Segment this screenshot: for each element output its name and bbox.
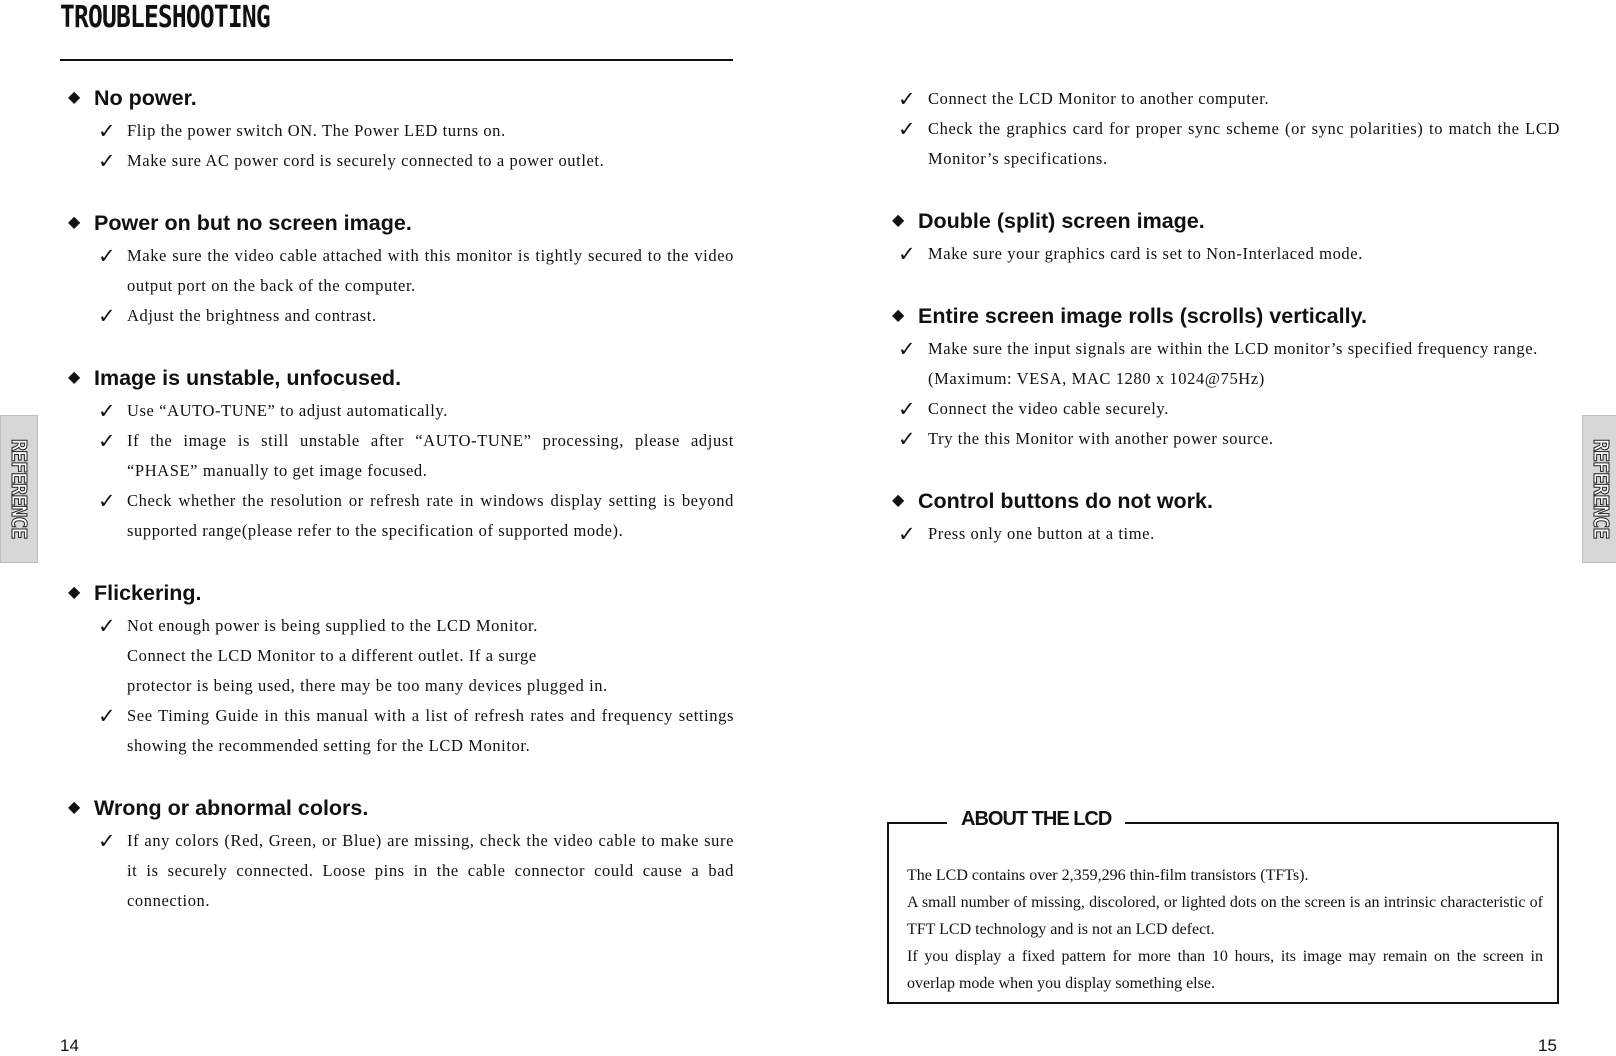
checkmark-icon: ✓ (98, 149, 117, 173)
check-item (68, 301, 734, 331)
trouble-section (68, 364, 734, 546)
trouble-section (68, 794, 734, 916)
about-lcd-line: A small number of missing, discolored, or lighted dots on the screen is an intrinsic characteristic of TFT LCD technology and is not an LCD defect. (907, 894, 1543, 938)
check-item (892, 84, 1560, 114)
section-heading (68, 209, 734, 237)
side-tab-right-label: REFERENCE (1589, 439, 1613, 539)
checkmark-icon: ✓ (898, 427, 917, 451)
section-heading-text: Control buttons do not work. (918, 489, 1213, 513)
item-text: Not enough power is being supplied to the LCD Monitor. (127, 616, 538, 635)
checkmark-icon: ✓ (898, 87, 917, 111)
item-text: Make sure the input signals are within the LCD monitor’s specified frequency range. (928, 339, 1538, 358)
side-tab-right (1582, 415, 1616, 563)
diamond-bullet-icon: ◆ (68, 214, 81, 231)
checkmark-icon: ✓ (98, 614, 117, 638)
section-heading-text: Wrong or abnormal colors. (94, 796, 369, 820)
diamond-bullet-icon: ◆ (892, 307, 905, 324)
trouble-section (892, 487, 1560, 549)
check-item (68, 701, 734, 761)
item-text: protector is being used, there may be too many devices plugged in. (127, 676, 608, 695)
item-text: Connect the LCD Monitor to another computer. (928, 89, 1270, 108)
section-heading-text: Image is unstable, unfocused. (94, 366, 402, 390)
diamond-bullet-icon: ◆ (68, 584, 81, 601)
checkmark-icon: ✓ (98, 829, 117, 853)
right-intro-items (892, 84, 1560, 174)
checkmark-icon: ✓ (98, 304, 117, 328)
check-item (68, 116, 734, 146)
about-lcd-line: The LCD contains over 2,359,296 thin-film transistors (TFTs). (907, 867, 1309, 884)
diamond-bullet-icon: ◆ (68, 89, 81, 106)
check-item (892, 239, 1560, 269)
item-text: Press only one button at a time. (928, 524, 1155, 543)
item-text: Flip the power switch ON. The Power LED turns on. (127, 121, 506, 140)
about-lcd-line: If you display a fixed pattern for more than 10 hours, its image may remain on the screen in overlap mode when you display something else. (907, 948, 1543, 992)
page-number-left: 14 (60, 1036, 79, 1055)
section-heading (892, 302, 1560, 330)
check-item (68, 396, 734, 426)
checkmark-icon: ✓ (898, 242, 917, 266)
item-text: Try the this Monitor with another power source. (928, 429, 1274, 448)
trouble-section (68, 84, 734, 176)
item-text: Use “AUTO-TUNE” to adjust automatically. (127, 401, 448, 420)
section-heading-text: No power. (94, 86, 197, 110)
item-text: Adjust the brightness and contrast. (127, 306, 377, 325)
check-item (68, 146, 734, 176)
left-column (68, 84, 734, 949)
checkmark-icon: ✓ (98, 399, 117, 423)
check-item (892, 519, 1560, 549)
right-column (892, 84, 1560, 582)
checkmark-icon: ✓ (98, 489, 117, 513)
checkmark-icon: ✓ (898, 117, 917, 141)
section-heading (892, 487, 1560, 515)
checkmark-icon: ✓ (98, 119, 117, 143)
diamond-bullet-icon: ◆ (892, 492, 905, 509)
section-heading-text: Flickering. (94, 581, 202, 605)
item-text: Check the graphics card for proper sync scheme (or sync polarities) to match the LCD Monitor’s specifications. (928, 119, 1560, 168)
page-title: TROUBLESHOOTING (60, 0, 270, 35)
section-heading-text: Double (split) screen image. (918, 209, 1205, 233)
trouble-section (68, 579, 734, 761)
section-heading (68, 579, 734, 607)
check-item (892, 394, 1560, 424)
title-divider (60, 59, 733, 61)
trouble-section (68, 209, 734, 331)
item-text: (Maximum: VESA, MAC 1280 x 1024@75Hz) (928, 369, 1265, 388)
about-lcd-body (907, 862, 1543, 997)
trouble-section (892, 207, 1560, 269)
check-item (68, 426, 734, 486)
section-heading-text: Power on but no screen image. (94, 211, 412, 235)
item-text: If the image is still unstable after “AUTO-TUNE” processing, please adjust “PHASE” manually to get image focused. (127, 431, 734, 480)
checkmark-icon: ✓ (898, 522, 917, 546)
trouble-section (892, 302, 1560, 454)
checkmark-icon: ✓ (98, 704, 117, 728)
diamond-bullet-icon: ◆ (892, 212, 905, 229)
checkmark-icon: ✓ (898, 397, 917, 421)
check-item (68, 241, 734, 301)
checkmark-icon: ✓ (98, 429, 117, 453)
section-heading (68, 84, 734, 112)
check-item (68, 611, 734, 701)
check-item (68, 486, 734, 546)
page-number-right: 15 (1538, 1036, 1557, 1055)
check-item (892, 114, 1560, 174)
about-lcd-box (887, 808, 1559, 1004)
item-text: If any colors (Red, Green, or Blue) are missing, check the video cable to make sure it is securely connected. Loose pins in the cable connector could cause a bad connection. (127, 831, 734, 910)
item-text: Connect the LCD Monitor to a different outlet. If a surge (127, 646, 537, 665)
check-item (892, 334, 1560, 394)
checkmark-icon: ✓ (98, 244, 117, 268)
diamond-bullet-icon: ◆ (68, 369, 81, 386)
section-heading (68, 364, 734, 392)
item-text: Check whether the resolution or refresh rate in windows display setting is beyond supported range(please refer to the specification of supported mode). (127, 491, 734, 540)
item-text: See Timing Guide in this manual with a list of refresh rates and frequency settings showing the recommended setting for the LCD Monitor. (127, 706, 734, 755)
check-item (892, 424, 1560, 454)
about-lcd-title: ABOUT THE LCD (947, 808, 1125, 831)
section-heading (892, 207, 1560, 235)
item-text: Make sure the video cable attached with this monitor is tightly secured to the video output port on the back of the computer. (127, 246, 734, 295)
item-text: Make sure AC power cord is securely connected to a power outlet. (127, 151, 605, 170)
side-tab-left (0, 415, 38, 563)
section-heading-text: Entire screen image rolls (scrolls) vertically. (918, 304, 1367, 328)
side-tab-left-label: REFERENCE (7, 439, 31, 539)
item-text: Connect the video cable securely. (928, 399, 1169, 418)
item-text: Make sure your graphics card is set to Non-Interlaced mode. (928, 244, 1363, 263)
diamond-bullet-icon: ◆ (68, 799, 81, 816)
section-heading (68, 794, 734, 822)
check-item (68, 826, 734, 916)
checkmark-icon: ✓ (898, 337, 917, 361)
